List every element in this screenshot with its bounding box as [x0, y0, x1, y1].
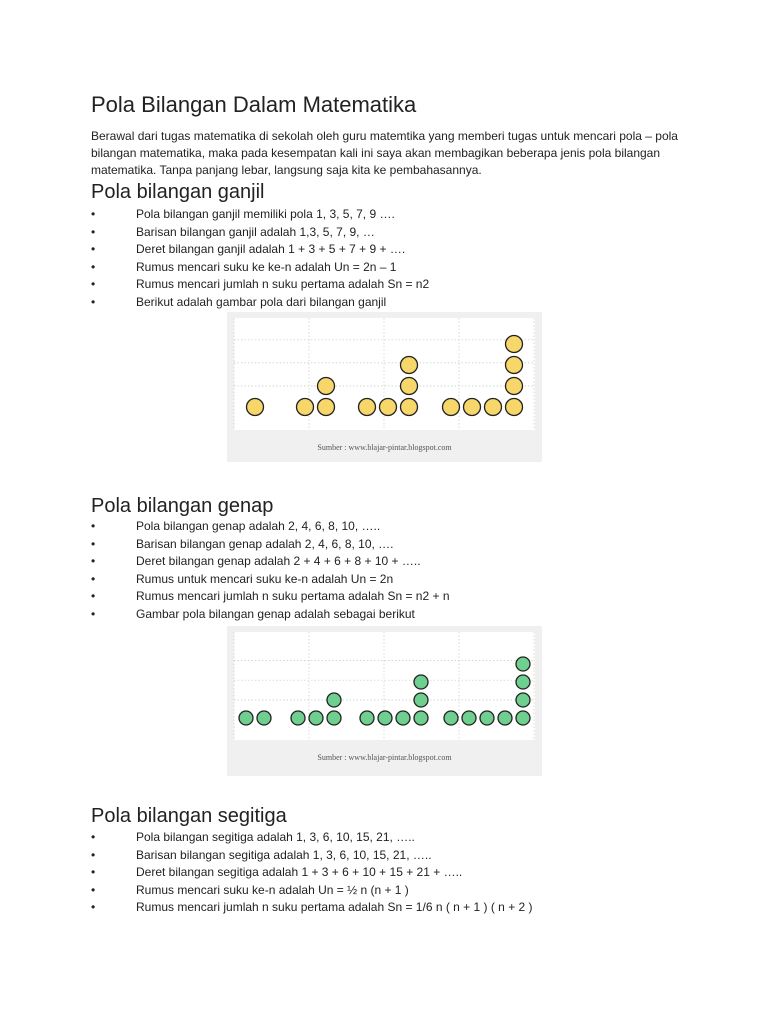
- figure-ganjil: [227, 312, 542, 462]
- pattern-dot: [516, 657, 530, 671]
- list-item: • Rumus mencari jumlah n suku pertama adalah Sn = n2: [91, 276, 429, 294]
- list-item: • Barisan bilangan genap adalah 2, 4, 6, 8, 10, ….: [91, 536, 450, 554]
- list-item: • Rumus mencari suku ke ke-n adalah Un = 2n – 1: [91, 259, 429, 277]
- list-item: • Pola bilangan segitiga adalah 1, 3, 6, 10, 15, 21, …..: [91, 829, 533, 847]
- pattern-dot: [516, 675, 530, 689]
- pattern-dot: [506, 357, 523, 374]
- section-heading-ganjil: Pola bilangan ganjil: [91, 181, 265, 203]
- list-item: • Barisan bilangan ganjil adalah 1,3, 5, 7, 9, …: [91, 224, 429, 242]
- list-item: • Pola bilangan ganjil memiliki pola 1, 3, 5, 7, 9 ….: [91, 206, 429, 224]
- pattern-dot: [247, 399, 264, 416]
- list-item: • Berikut adalah gambar pola dari bilangan ganjil: [91, 294, 429, 312]
- list-item: • Barisan bilangan segitiga adalah 1, 3, 6, 10, 15, 21, …..: [91, 847, 533, 865]
- list-item: • Deret bilangan ganjil adalah 1 + 3 + 5 + 7 + 9 + ….: [91, 241, 429, 259]
- pattern-dot: [401, 378, 418, 395]
- pattern-dot: [516, 711, 530, 725]
- pattern-dot: [380, 399, 397, 416]
- pattern-dot: [396, 711, 410, 725]
- list-item: • Rumus mencari jumlah n suku pertama adalah Sn = 1/6 n ( n + 1 ) ( n + 2 ): [91, 899, 533, 917]
- figure-caption: Sumber : www.blajar-pintar.blogspot.com: [317, 753, 452, 762]
- pattern-dot: [414, 675, 428, 689]
- pattern-dot: [444, 711, 458, 725]
- section-heading-genap: Pola bilangan genap: [91, 495, 274, 517]
- pattern-dot: [506, 336, 523, 353]
- pattern-dot: [498, 711, 512, 725]
- pattern-dot: [443, 399, 460, 416]
- pattern-dot: [414, 711, 428, 725]
- pattern-dot: [327, 711, 341, 725]
- pattern-dot: [318, 378, 335, 395]
- list-item: • Rumus mencari jumlah n suku pertama adalah Sn = n2 + n: [91, 588, 450, 606]
- pattern-dot: [516, 693, 530, 707]
- pattern-dot: [401, 399, 418, 416]
- section-heading-segitiga: Pola bilangan segitiga: [91, 805, 287, 827]
- list-item: • Rumus untuk mencari suku ke-n adalah Un = 2n: [91, 571, 450, 589]
- list-item: • Rumus mencari suku ke-n adalah Un = ½ n (n + 1 ): [91, 882, 533, 900]
- pattern-dot: [239, 711, 253, 725]
- pattern-dot: [506, 399, 523, 416]
- pattern-dot: [297, 399, 314, 416]
- pattern-dot: [378, 711, 392, 725]
- pattern-dot: [462, 711, 476, 725]
- pattern-dot: [291, 711, 305, 725]
- list-item: • Gambar pola bilangan genap adalah sebagai berikut: [91, 606, 450, 624]
- pattern-dot: [485, 399, 502, 416]
- list-segitiga: [91, 829, 533, 917]
- list-genap: [91, 518, 450, 624]
- list-item: • Deret bilangan genap adalah 2 + 4 + 6 + 8 + 10 + …..: [91, 553, 450, 571]
- list-ganjil: [91, 206, 429, 312]
- pattern-dot: [359, 399, 376, 416]
- pattern-dot: [414, 693, 428, 707]
- list-item: • Deret bilangan segitiga adalah 1 + 3 + 6 + 10 + 15 + 21 + …..: [91, 864, 533, 882]
- pattern-dot: [360, 711, 374, 725]
- figure-genap: [227, 626, 542, 776]
- pattern-dot: [309, 711, 323, 725]
- pattern-dot: [480, 711, 494, 725]
- pattern-dot: [327, 693, 341, 707]
- figure-caption: Sumber : www.blajar-pintar.blogspot.com: [317, 443, 452, 452]
- pattern-dot: [506, 378, 523, 395]
- pattern-dot: [401, 357, 418, 374]
- pattern-dot: [464, 399, 481, 416]
- pattern-dot: [318, 399, 335, 416]
- pattern-dot: [257, 711, 271, 725]
- pattern-illustration-ganjil: [227, 312, 542, 462]
- list-item: • Pola bilangan genap adalah 2, 4, 6, 8, 10, …..: [91, 518, 450, 536]
- intro-paragraph: Berawal dari tugas matematika di sekolah oleh guru matemtika yang memberi tugas untuk mencari pola – pola bilangan matematika, maka pada kesempatan kali ini saya akan membagikan beberapa jenis pola bilangan matematika. Tanpa panjang lebar, langsung saja kita ke pembahasannya.: [91, 129, 678, 177]
- page-title: Pola Bilangan Dalam Matematika: [91, 92, 417, 117]
